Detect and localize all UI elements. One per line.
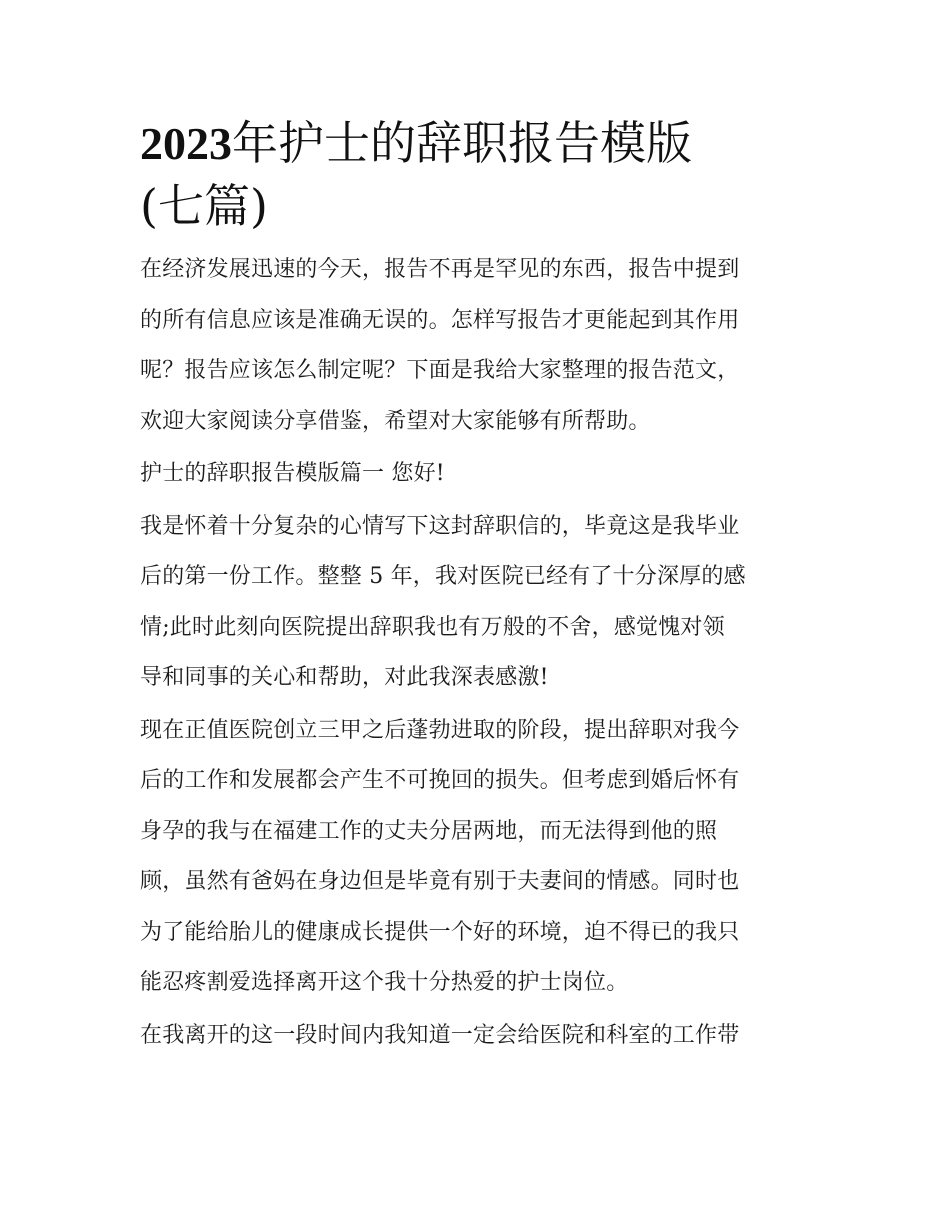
text-line: 后的第一份工作。整整 5 年，我对医院已经有了十分深厚的感 (140, 564, 746, 589)
text-line: 护士的辞职报告模版篇一 您好! (140, 461, 445, 486)
text-line: 欢迎大家阅读分享借鉴，希望对大家能够有所帮助。 (140, 408, 651, 434)
text-line: 的所有信息应该是准确无误的。怎样写报告才更能起到其作用 (140, 307, 740, 333)
title-line-2: (七篇) (140, 179, 268, 233)
body-paragraph (140, 1011, 812, 1062)
text-line: 顾，虽然有爸妈在身边但是毕竟有别于夫妻间的情感。同时也 (140, 869, 740, 894)
text-line: 在我离开的这一段时间内我知道一定会给医院和科室的工作带 (140, 1022, 740, 1048)
document-title (140, 112, 812, 237)
text-line: 为了能给胎儿的健康成长提供一个好的环境，迫不得已的我只 (140, 919, 740, 945)
text-line: 身孕的我与在福建工作的丈夫分居两地，而无法得到他的照 (140, 818, 718, 844)
document-page (140, 112, 812, 1063)
title-line-1-text: 年护士的辞职报告模版 (232, 116, 692, 170)
text-line: 后的工作和发展都会产生不可挽回的损失。但考虑到婚后怀有 (140, 768, 740, 793)
body-paragraph (140, 706, 812, 1009)
text-line: 现在正值医院创立三甲之后蓬勃进取的阶段，提出辞职对我今 (140, 717, 740, 743)
document-body (140, 245, 812, 1061)
title-year: 2023 (140, 118, 232, 169)
text-line: 我是怀着十分复杂的心情写下这封辞职信的，毕竟这是我毕业 (140, 513, 740, 539)
text-line: 导和同事的关心和帮助，对此我深表感激! (140, 665, 549, 690)
text-line: 呢？报告应该怎么制定呢？下面是我给大家整理的报告范文， (140, 358, 740, 383)
intro-paragraph (140, 245, 812, 447)
section-heading-paragraph (140, 449, 812, 500)
text-line: 在经济发展迅速的今天，报告不再是罕见的东西，报告中提到 (140, 257, 740, 282)
text-line: 情;此时此刻向医院提出辞职我也有万般的不舍，感觉愧对领 (140, 614, 725, 640)
text-line: 能忍疼割爱选择离开这个我十分热爱的护士岗位。 (140, 970, 629, 995)
body-paragraph (140, 502, 812, 704)
title-line-1 (140, 112, 812, 175)
